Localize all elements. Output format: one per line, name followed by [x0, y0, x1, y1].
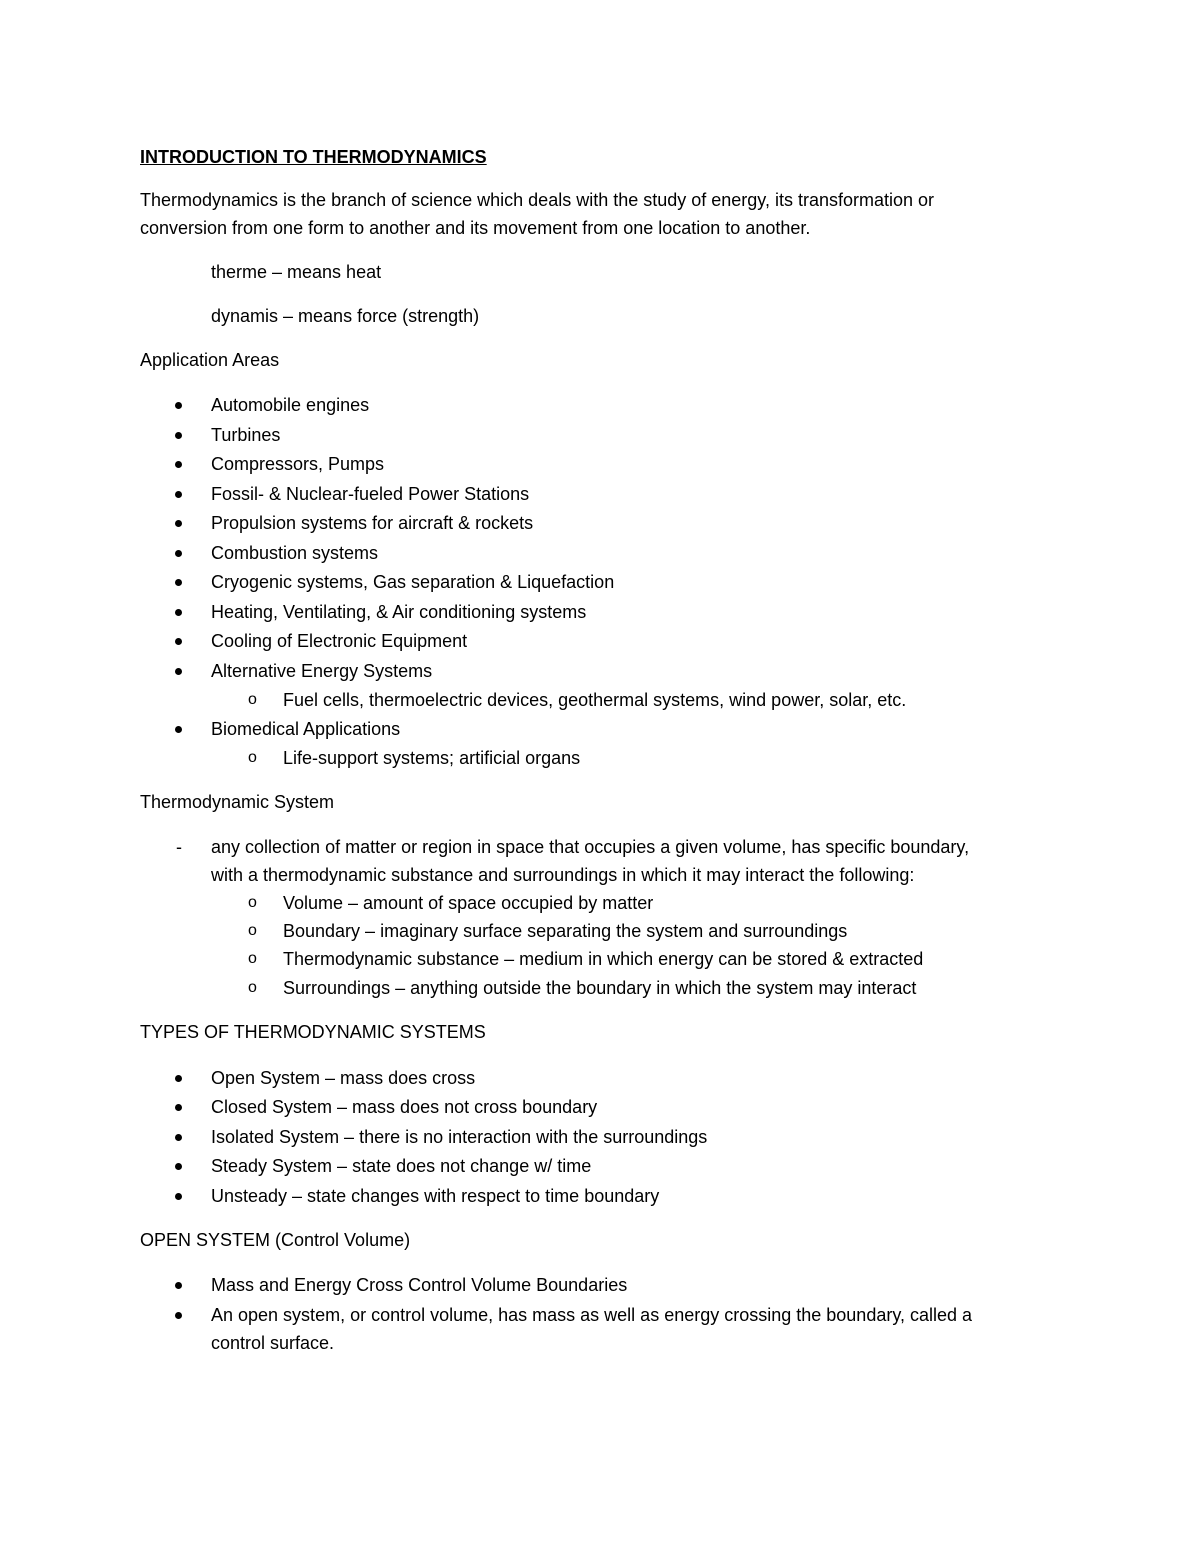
- list-item: Propulsion systems for aircraft & rockets: [211, 513, 534, 533]
- list-item: Biomedical Applications: [211, 719, 401, 739]
- intro-line-1: Thermodynamics is the branch of science which deals with the study of energy, its transformation or: [140, 190, 935, 210]
- circle-bullet-icon: o: [248, 894, 257, 911]
- list-item: Steady System – state does not change w/ time: [211, 1156, 592, 1176]
- list-subitem: Surroundings – anything outside the boundary in which the system may interact: [283, 978, 917, 998]
- circle-bullet-icon: o: [248, 691, 257, 708]
- etymology-dynamis: dynamis – means force (strength): [211, 306, 480, 326]
- list-subitem: Volume – amount of space occupied by matter: [283, 893, 654, 913]
- bullet-icon: [175, 668, 182, 675]
- list-item-continuation: control surface.: [211, 1333, 335, 1353]
- bullet-icon: [175, 461, 182, 468]
- list-item: Cryogenic systems, Gas separation & Liquefaction: [211, 572, 615, 592]
- list-item: An open system, or control volume, has mass as well as energy crossing the boundary, called a: [211, 1305, 973, 1325]
- list-subitem: Fuel cells, thermoelectric devices, geothermal systems, wind power, solar, etc.: [283, 690, 907, 710]
- list-item: Heating, Ventilating, & Air conditioning systems: [211, 602, 587, 622]
- open-system-heading: OPEN SYSTEM (Control Volume): [140, 1230, 411, 1250]
- list-item: Closed System – mass does not cross boundary: [211, 1097, 598, 1117]
- bullet-icon: [175, 1104, 182, 1111]
- bullet-icon: [175, 726, 182, 733]
- bullet-icon: [175, 402, 182, 409]
- system-definition-line-1: any collection of matter or region in space that occupies a given volume, has specific boundary,: [211, 837, 970, 857]
- list-item: Automobile engines: [211, 395, 370, 415]
- list-item: Mass and Energy Cross Control Volume Boundaries: [211, 1275, 628, 1295]
- bullet-icon: [175, 1075, 182, 1082]
- system-definition-line-2: with a thermodynamic substance and surroundings in which it may interact the following:: [211, 865, 915, 885]
- list-subitem: Life-support systems; artificial organs: [283, 748, 581, 768]
- bullet-icon: [175, 432, 182, 439]
- list-item: Turbines: [211, 425, 281, 445]
- circle-bullet-icon: o: [248, 950, 257, 967]
- list-item: Cooling of Electronic Equipment: [211, 631, 468, 651]
- list-item: Alternative Energy Systems: [211, 661, 433, 681]
- list-item: Open System – mass does cross: [211, 1068, 476, 1088]
- etymology-therme: therme – means heat: [211, 262, 382, 282]
- applications-heading: Application Areas: [140, 350, 280, 370]
- bullet-icon: [175, 491, 182, 498]
- circle-bullet-icon: o: [248, 922, 257, 939]
- list-subitem: Thermodynamic substance – medium in which energy can be stored & extracted: [283, 949, 924, 969]
- list-item: Combustion systems: [211, 543, 379, 563]
- circle-bullet-icon: o: [248, 979, 257, 996]
- system-heading: Thermodynamic System: [140, 792, 335, 812]
- bullet-icon: [175, 520, 182, 527]
- list-item: Unsteady – state changes with respect to time boundary: [211, 1186, 660, 1206]
- bullet-icon: [175, 1163, 182, 1170]
- list-subitem: Boundary – imaginary surface separating the system and surroundings: [283, 921, 848, 941]
- list-item: Fossil- & Nuclear-fueled Power Stations: [211, 484, 530, 504]
- list-item: Isolated System – there is no interaction with the surroundings: [211, 1127, 708, 1147]
- bullet-icon: [175, 550, 182, 557]
- types-heading: TYPES OF THERMODYNAMIC SYSTEMS: [140, 1022, 486, 1042]
- bullet-icon: [175, 1312, 182, 1319]
- bullet-icon: [175, 609, 182, 616]
- document-title: INTRODUCTION TO THERMODYNAMICS: [140, 147, 487, 167]
- bullet-icon: [175, 1134, 182, 1141]
- bullet-icon: [175, 1193, 182, 1200]
- bullet-icon: [175, 638, 182, 645]
- dash-bullet-icon: -: [176, 837, 182, 857]
- intro-line-2: conversion from one form to another and its movement from one location to another.: [140, 218, 811, 238]
- circle-bullet-icon: o: [248, 749, 257, 766]
- bullet-icon: [175, 1282, 182, 1289]
- bullet-icon: [175, 579, 182, 586]
- list-item: Compressors, Pumps: [211, 454, 385, 474]
